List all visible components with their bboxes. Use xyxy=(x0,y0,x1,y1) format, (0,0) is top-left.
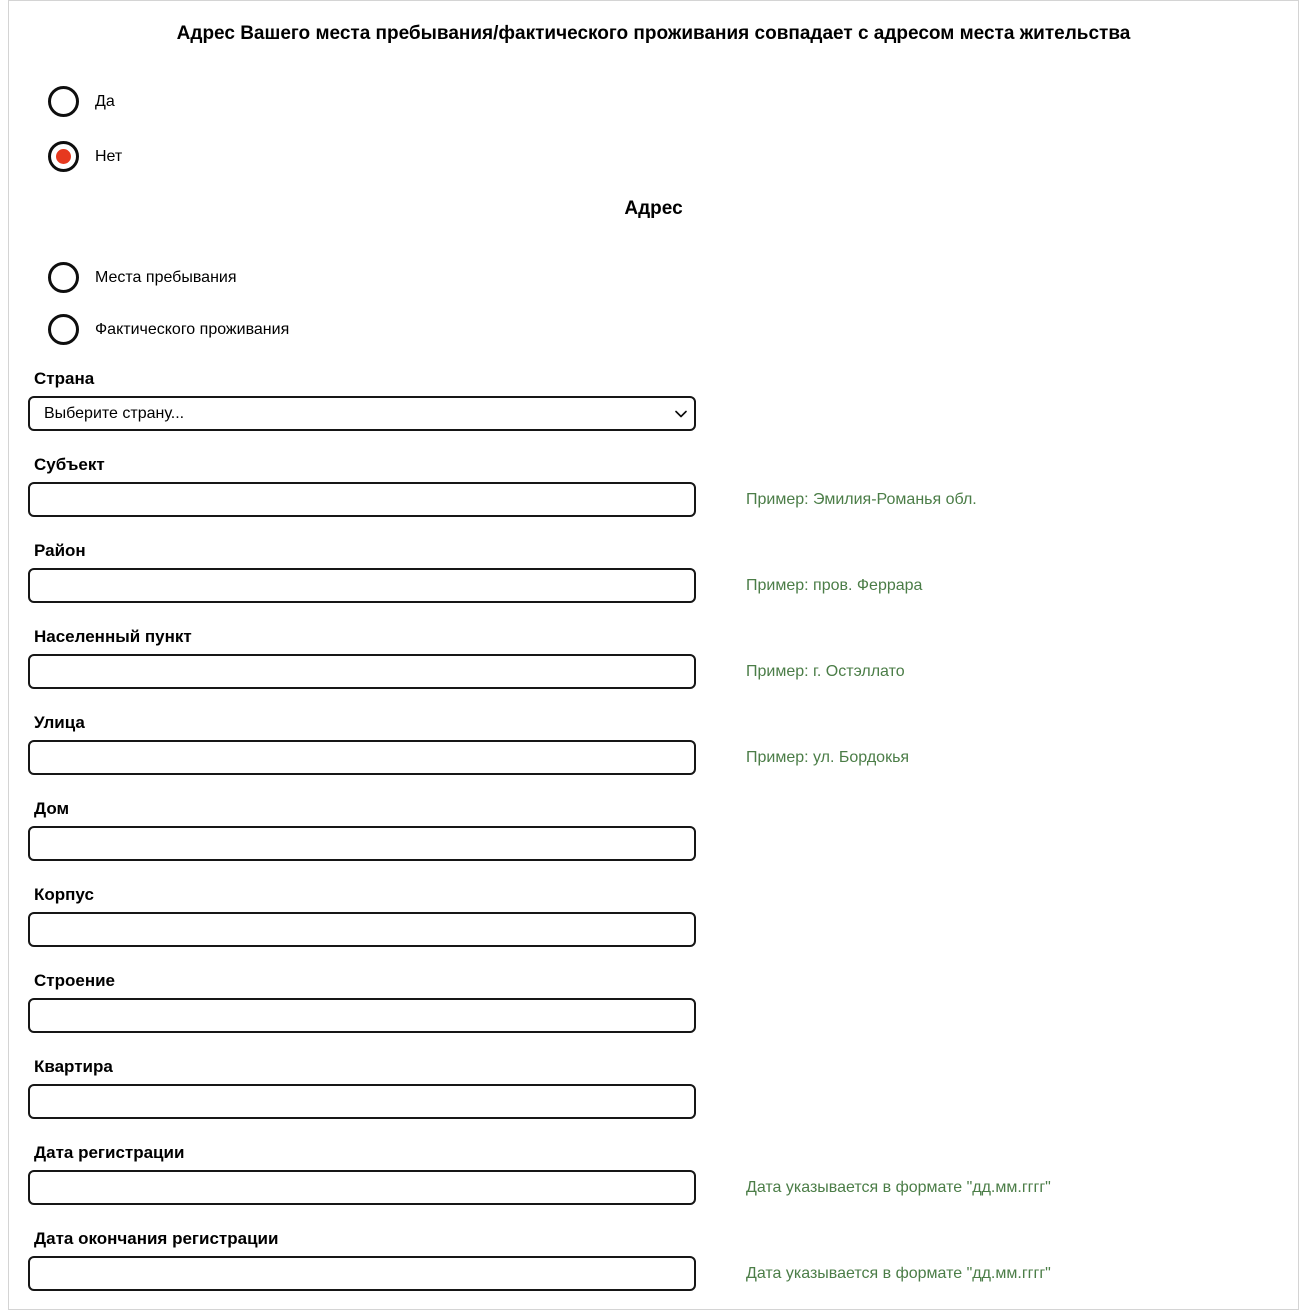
address-type-radio-group xyxy=(48,262,1298,345)
settlement-hint: Пример: г. Остэллато xyxy=(746,662,905,680)
field-registration-end-date xyxy=(28,1229,1298,1291)
radio-actual-residence-circle[interactable] xyxy=(48,314,79,345)
radio-yes-circle[interactable] xyxy=(48,86,79,117)
structure-input[interactable] xyxy=(28,998,696,1033)
subject-input[interactable] xyxy=(28,482,696,517)
radio-option-actual-residence[interactable] xyxy=(48,314,1298,345)
street-label: Улица xyxy=(34,713,85,732)
structure-label: Строение xyxy=(34,971,115,990)
field-district xyxy=(28,541,1298,603)
district-hint: Пример: пров. Феррара xyxy=(746,576,923,594)
registration-date-input[interactable] xyxy=(28,1170,696,1205)
radio-option-no[interactable] xyxy=(48,141,1298,172)
field-street xyxy=(28,713,1298,775)
building-input[interactable] xyxy=(28,912,696,947)
field-apartment xyxy=(28,1057,1298,1119)
radio-option-yes[interactable] xyxy=(48,86,1298,117)
field-house xyxy=(28,799,1298,861)
page-title: Адрес Вашего места пребывания/фактического проживания совпадает с адресом места жительства xyxy=(176,23,1131,44)
radio-stay-place-circle[interactable] xyxy=(48,262,79,293)
field-settlement xyxy=(28,627,1298,689)
apartment-label: Квартира xyxy=(34,1057,113,1076)
house-label: Дом xyxy=(34,799,70,818)
settlement-label: Населенный пункт xyxy=(34,627,192,646)
registration-date-label: Дата регистрации xyxy=(34,1143,185,1162)
radio-yes-label: Да xyxy=(95,92,115,110)
field-structure xyxy=(28,971,1298,1033)
house-input[interactable] xyxy=(28,826,696,861)
field-country xyxy=(28,369,1298,431)
field-building xyxy=(28,885,1298,947)
registration-end-date-input[interactable] xyxy=(28,1256,696,1291)
radio-no-label: Нет xyxy=(95,147,123,165)
section-title-address: Адрес xyxy=(624,198,683,219)
registration-end-date-label: Дата окончания регистрации xyxy=(34,1229,279,1248)
apartment-input[interactable] xyxy=(28,1084,696,1119)
subject-hint: Пример: Эмилия-Романья обл. xyxy=(746,490,977,508)
radio-dot xyxy=(56,149,71,164)
street-input[interactable] xyxy=(28,740,696,775)
radio-option-stay-place[interactable] xyxy=(48,262,1298,293)
building-label: Корпус xyxy=(34,885,94,904)
country-select[interactable] xyxy=(28,396,696,431)
district-input[interactable] xyxy=(28,568,696,603)
field-subject xyxy=(28,455,1298,517)
address-fields xyxy=(9,369,1298,1291)
country-label: Страна xyxy=(34,369,95,388)
radio-actual-residence-label: Фактического проживания xyxy=(95,320,290,338)
district-label: Район xyxy=(34,541,86,560)
match-question-radio-group xyxy=(48,86,1298,172)
subject-label: Субъект xyxy=(34,455,105,474)
form-container xyxy=(8,0,1299,1310)
street-hint: Пример: ул. Бордокья xyxy=(746,748,910,766)
registration-date-hint: Дата указывается в формате "дд.мм.гггг" xyxy=(746,1178,1051,1196)
registration-end-date-hint: Дата указывается в формате "дд.мм.гггг" xyxy=(746,1264,1051,1282)
settlement-input[interactable] xyxy=(28,654,696,689)
field-registration-date xyxy=(28,1143,1298,1205)
radio-stay-place-label: Места пребывания xyxy=(95,268,237,286)
country-select-wrap xyxy=(28,396,696,431)
radio-no-circle[interactable] xyxy=(48,141,79,172)
